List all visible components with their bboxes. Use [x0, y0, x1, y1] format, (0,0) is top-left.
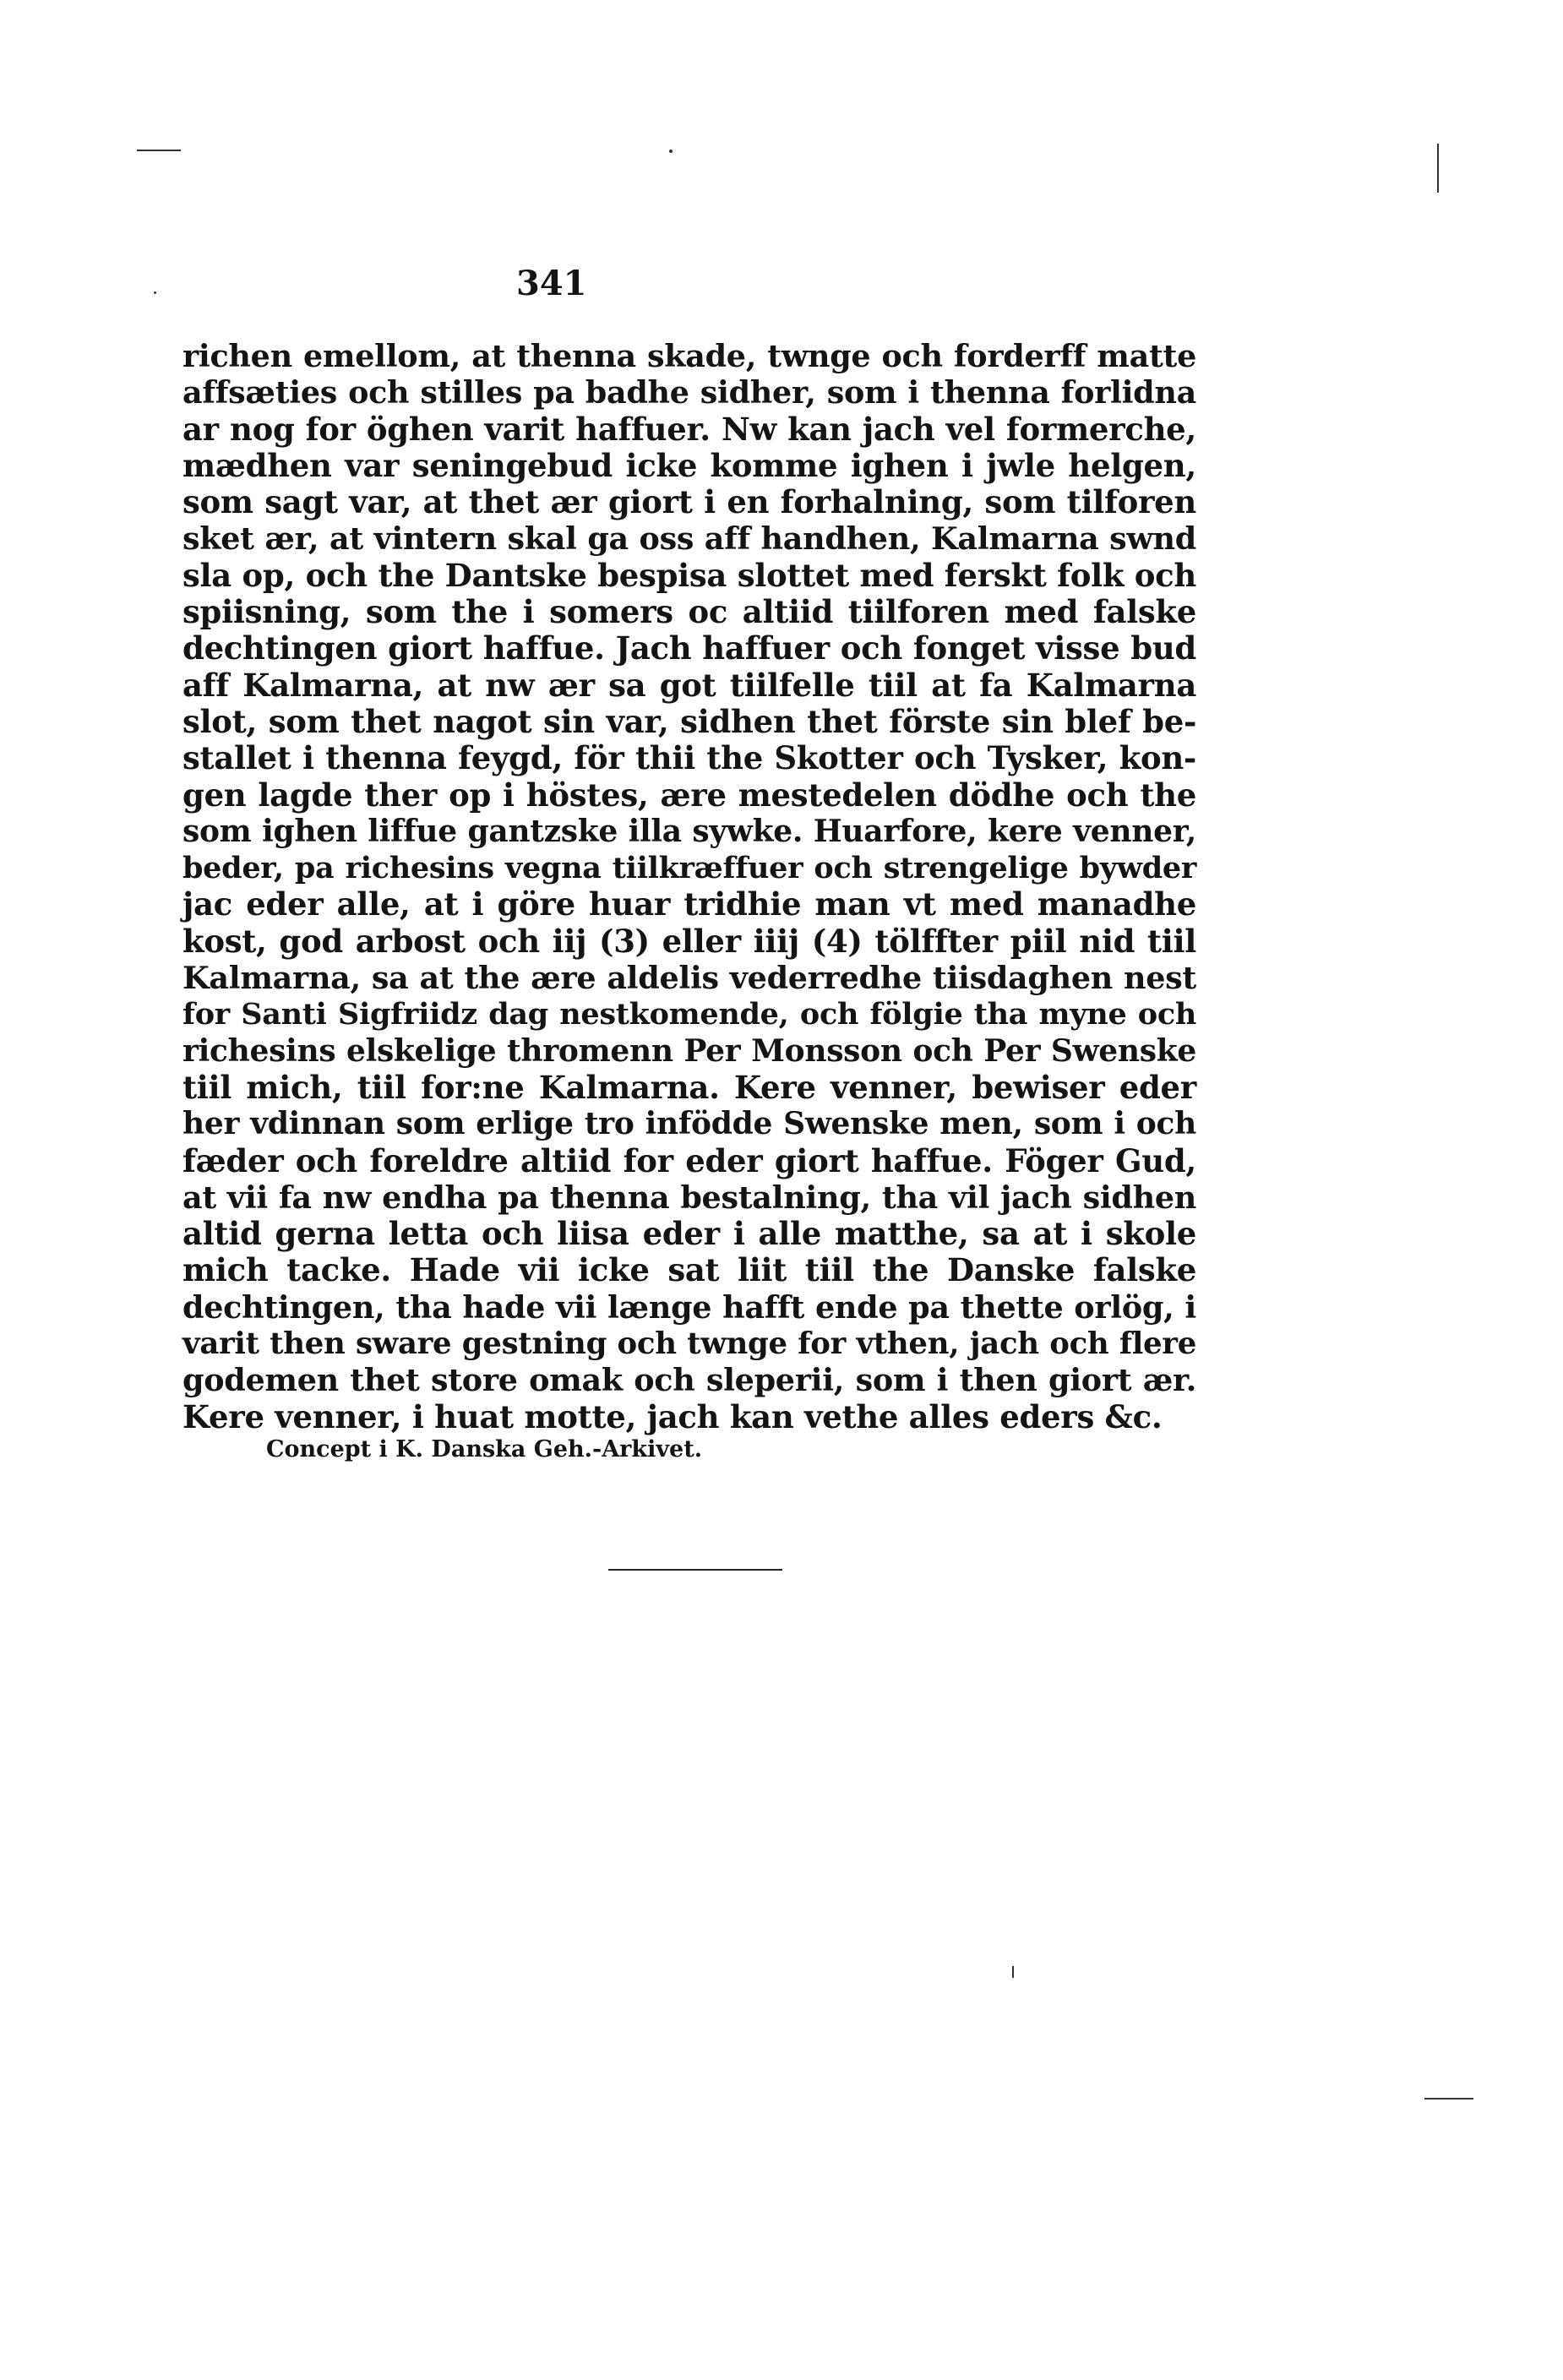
text-line: at vii fa nw endha pa thenna bestalning, tha vil jach sidhen — [182, 1179, 1196, 1216]
text-line: dechtingen, tha hade vii længe hafft ende pa thette orlög, i — [182, 1288, 1196, 1326]
scan-mark — [137, 150, 181, 151]
text-line: spiisning, som the i somers oc altiid tiilforen med falske — [182, 593, 1196, 631]
text-line: richen emellom, at thenna skade, twnge och forderff matte — [182, 338, 1196, 374]
text-line: varit then sware gestning och twnge for vthen, jach och flere — [182, 1326, 1196, 1362]
text-line: fæder och foreldre altiid for eder giort haffue. Föger Gud, — [182, 1141, 1196, 1179]
text-line: ar nog for öghen varit haffuer. Nw kan jach vel formerche, — [182, 410, 1196, 448]
text-line: for Santi Sigfriidz dag nestkomende, och fölgie tha myne och — [182, 997, 1196, 1032]
text-line: stallet i thenna feygd, för thii the Skotter och Tysker, kon- — [182, 739, 1196, 777]
scan-mark — [154, 291, 156, 294]
page-number: 341 — [516, 264, 587, 303]
text-line: mædhen var seningebud icke komme ighen i jwle helgen, — [182, 446, 1196, 484]
text-line: mich tacke. Hade vii icke sat liit tiil the Danske falske — [182, 1251, 1196, 1289]
text-line: kost, god arbost och iij (3) eller iiij (4) tölffter piil nid tiil — [182, 922, 1196, 960]
text-line: jac eder alle, at i göre huar tridhie man vt med manadhe — [182, 885, 1196, 923]
text-line: affsæties och stilles pa badhe sidher, som i thenna forlidna — [182, 374, 1196, 411]
text-line: Kere venner, i huat motte, jach kan vethe alles eders &c. — [182, 1397, 1163, 1435]
scan-mark — [1437, 144, 1439, 193]
text-line: richesins elskelige thromenn Per Monsson och Per Swenske — [182, 1032, 1196, 1069]
text-line: beder, pa richesins vegna tiilkræffuer och strengelige bywder — [182, 851, 1196, 886]
end-rule — [608, 1569, 782, 1571]
text-line: sket ær, at vintern skal ga oss aff handhen, Kalmarna swnd — [182, 520, 1196, 558]
scan-mark — [669, 150, 673, 153]
text-line: Kalmarna, sa at the ære aldelis vederredhe tiisdaghen nest — [182, 960, 1196, 997]
text-line: dechtingen giort haffue. Jach haffuer och fonget visse bud — [182, 629, 1196, 667]
text-line: tiil mich, tiil for:ne Kalmarna. Kere venner, bewiser eder — [182, 1068, 1196, 1106]
text-line: slot, som thet nagot sin var, sidhen thet förste sin blef be- — [182, 702, 1196, 740]
body-text — [182, 338, 1196, 1435]
text-line: aff Kalmarna, at nw ær sa got tiilfelle tiil at fa Kalmarna — [182, 666, 1196, 704]
source-footnote: Concept i K. Danska Geh.-Arkivet. — [266, 1436, 703, 1462]
text-line: altid gerna letta och liisa eder i alle matthe, sa at i skole — [182, 1215, 1196, 1253]
scan-mark — [1424, 2098, 1473, 2100]
text-line: gen lagde ther op i höstes, ære mestedelen dödhe och the — [182, 776, 1196, 814]
text-line: som sagt var, at thet ær giort i en forhalning, som tilforen — [182, 483, 1196, 521]
text-line: her vdinnan som erlige tro infödde Swenske men, som i och — [182, 1106, 1196, 1142]
text-line: godemen thet store omak och sleperii, som i then giort ær. — [182, 1362, 1196, 1399]
text-line: som ighen liffue gantzske illa sywke. Huarfore, kere venner, — [182, 813, 1196, 849]
text-line: sla op, och the Dantske bespisa slottet med ferskt folk och — [182, 556, 1196, 594]
scan-mark — [1012, 1966, 1014, 1978]
